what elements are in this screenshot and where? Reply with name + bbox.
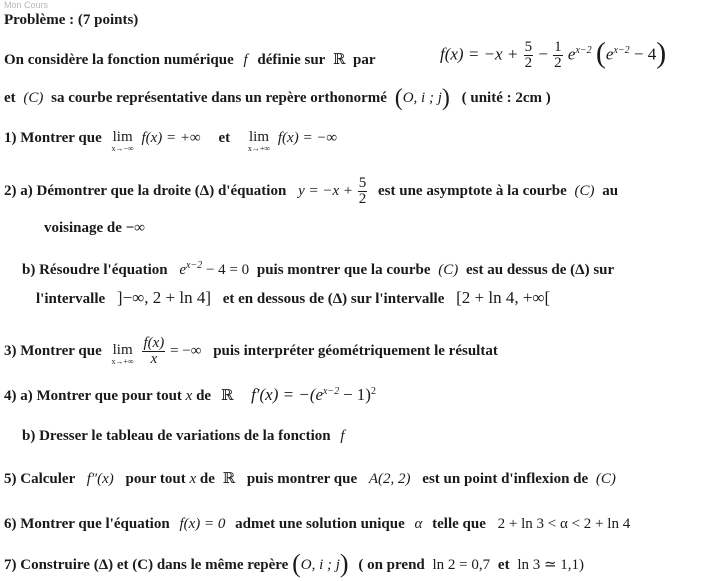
q2a-label: 2) a) Démontrer que la droite (Δ) d'équation xyxy=(4,182,287,199)
question-4b xyxy=(22,426,345,446)
q5-text-1: pour tout xyxy=(125,471,186,487)
derivative-expr: f′(x) = −(e xyxy=(251,385,324,404)
frac-den: 2 xyxy=(554,55,562,72)
question-1 xyxy=(4,128,337,153)
asymptote-eq: y = −x + xyxy=(298,182,353,199)
ratio-fraction xyxy=(142,336,165,367)
q4b-label: b) Dresser le tableau de variations de la fonction xyxy=(22,428,331,444)
q6-label: 6) Montrer que l'équation xyxy=(4,516,170,532)
intro-line xyxy=(4,50,376,70)
q1-label: 1) Montrer que xyxy=(4,130,102,146)
lim-word: lim xyxy=(112,341,133,358)
question-6 xyxy=(4,514,630,534)
question-2a-line-2: voisinage de −∞ xyxy=(44,220,145,236)
q5-text-2: puis montrer que xyxy=(246,471,358,487)
problem-title: Problème : (7 points) xyxy=(4,12,139,28)
exponent: x−2 xyxy=(613,45,630,56)
frac-num: 5 xyxy=(524,39,533,56)
exponent: x−2 xyxy=(575,45,592,56)
var-x: x xyxy=(185,388,193,404)
intro2-text: sa courbe représentative dans un repère orthonormé xyxy=(51,90,387,106)
exponent: x−2 xyxy=(186,260,203,271)
derivative-end: − 1) xyxy=(342,385,371,404)
q2b-text-2: est au dessus de (Δ) sur xyxy=(465,262,615,278)
paren-close: ) xyxy=(339,549,349,578)
intro-text-3: par xyxy=(353,52,376,68)
q3-label: 3) Montrer que xyxy=(4,342,102,359)
q2b-text-1: puis montrer que la courbe xyxy=(256,262,431,278)
limit-operator xyxy=(112,131,134,153)
q5-text-3: est un point d'inflexion de xyxy=(422,471,589,487)
second-derivative: f″(x) xyxy=(86,471,114,487)
fraction-five-halves xyxy=(358,176,368,207)
interval-1: ]−∞, 2 + ln 4] xyxy=(116,288,211,307)
question-7 xyxy=(4,549,585,578)
question-4a xyxy=(4,382,376,406)
frac-num: 1 xyxy=(554,39,562,56)
interval-2: [2 + ln 4, +∞[ xyxy=(456,288,551,307)
q2b-equation: − 4 = 0 xyxy=(205,262,250,278)
q5-de: de xyxy=(199,471,215,487)
lim-sub: x→+∞ xyxy=(247,144,271,153)
question-2b-line-2 xyxy=(36,288,550,309)
formula-end: − 4 xyxy=(633,44,657,64)
lim-sub: x→−∞ xyxy=(111,144,134,153)
q6-inequality: 2 + ln 3 < α < 2 + ln 4 xyxy=(497,516,631,532)
q1-expr-1: f(x) = +∞ xyxy=(141,130,201,146)
q3-eq: = −∞ xyxy=(170,342,202,359)
header-watermark: Mon Cours xyxy=(4,0,49,10)
frame-label: O, i ; j xyxy=(300,557,340,573)
q2b-interval-label: l'intervalle xyxy=(36,291,106,307)
limit-operator xyxy=(248,131,270,153)
var-x: x xyxy=(189,471,197,487)
question-3 xyxy=(4,336,498,367)
q2a-text: est une asymptote à la courbe xyxy=(378,182,567,199)
q5-label: 5) Calculer xyxy=(4,471,75,487)
frac-num: f(x) xyxy=(143,335,165,351)
exp-e: e xyxy=(179,262,186,278)
q2b-text-3: et en dessous de (Δ) sur l'intervalle xyxy=(222,291,445,307)
formula-left: f(x) = −x + xyxy=(440,44,519,64)
fraction-five-halves xyxy=(524,40,534,71)
frac-den: 2 xyxy=(524,55,533,72)
q3-text: puis interpréter géométriquement le résultat xyxy=(213,342,498,359)
intro-line-2 xyxy=(4,85,551,111)
q6-text-1: admet une solution unique xyxy=(235,516,405,532)
q1-and: et xyxy=(218,130,231,146)
ln2-value: ln 2 = 0,7 xyxy=(432,557,491,573)
intro-text-1: On considère la fonction numérique xyxy=(4,52,234,68)
square-exponent: 2 xyxy=(370,386,376,397)
q2b-label: b) Résoudre l'équation xyxy=(22,262,168,278)
q4a-de: de xyxy=(196,388,212,404)
q6-equation: f(x) = 0 xyxy=(179,516,226,532)
exponent: x−2 xyxy=(323,386,340,397)
lim-sub: x→+∞ xyxy=(111,356,134,366)
curve-C: (C) xyxy=(438,262,459,278)
frame-label: O, i ; j xyxy=(402,90,442,106)
fraction-one-half xyxy=(553,40,563,71)
reals-symbol: ℝ xyxy=(332,52,346,68)
curve-C: (C) xyxy=(595,471,616,487)
frac-den: x xyxy=(150,351,158,367)
q6-text-2: telle que xyxy=(432,516,486,532)
q7-text: ( on prend xyxy=(358,557,425,573)
intro2-and: et xyxy=(4,90,16,106)
curve-C: (C) xyxy=(574,182,595,199)
paren-open: ( xyxy=(394,85,403,111)
minus-sign: − xyxy=(538,44,548,64)
reals-symbol: ℝ xyxy=(222,471,236,487)
unit-note: ( unité : 2cm ) xyxy=(461,90,551,106)
q7-label: 7) Construire (Δ) et (C) dans le même repère xyxy=(4,557,289,573)
function-name: f xyxy=(243,52,248,68)
paren-open: ( xyxy=(292,549,301,578)
q1-expr-2: f(x) = −∞ xyxy=(277,130,338,146)
ln3-value: ln 3 ≃ 1,1) xyxy=(517,557,585,573)
q4a-label: 4) a) Montrer que pour tout xyxy=(4,388,182,404)
question-5 xyxy=(4,469,616,489)
intro-text-2: définie sur xyxy=(257,52,326,68)
paren-open: ( xyxy=(595,36,606,70)
alpha-symbol: α xyxy=(414,516,423,532)
question-2b xyxy=(22,256,614,280)
q2a-au: au xyxy=(602,182,619,199)
frac-den: 2 xyxy=(358,191,367,207)
reals-symbol: ℝ xyxy=(220,388,234,404)
q7-et: et xyxy=(497,557,510,573)
exp-e: e xyxy=(567,44,576,64)
question-2a xyxy=(4,176,618,207)
lim-word: lim xyxy=(249,129,270,145)
function-formula xyxy=(440,36,667,72)
exp-e: e xyxy=(605,44,614,64)
lim-word: lim xyxy=(112,129,133,145)
limit-operator xyxy=(111,341,134,366)
frac-num: 5 xyxy=(358,175,367,191)
paren-close: ) xyxy=(656,36,667,70)
function-name: f xyxy=(340,428,345,444)
paren-close: ) xyxy=(441,85,450,111)
inflection-point: A(2, 2) xyxy=(368,471,411,487)
curve-C: (C) xyxy=(23,90,44,106)
